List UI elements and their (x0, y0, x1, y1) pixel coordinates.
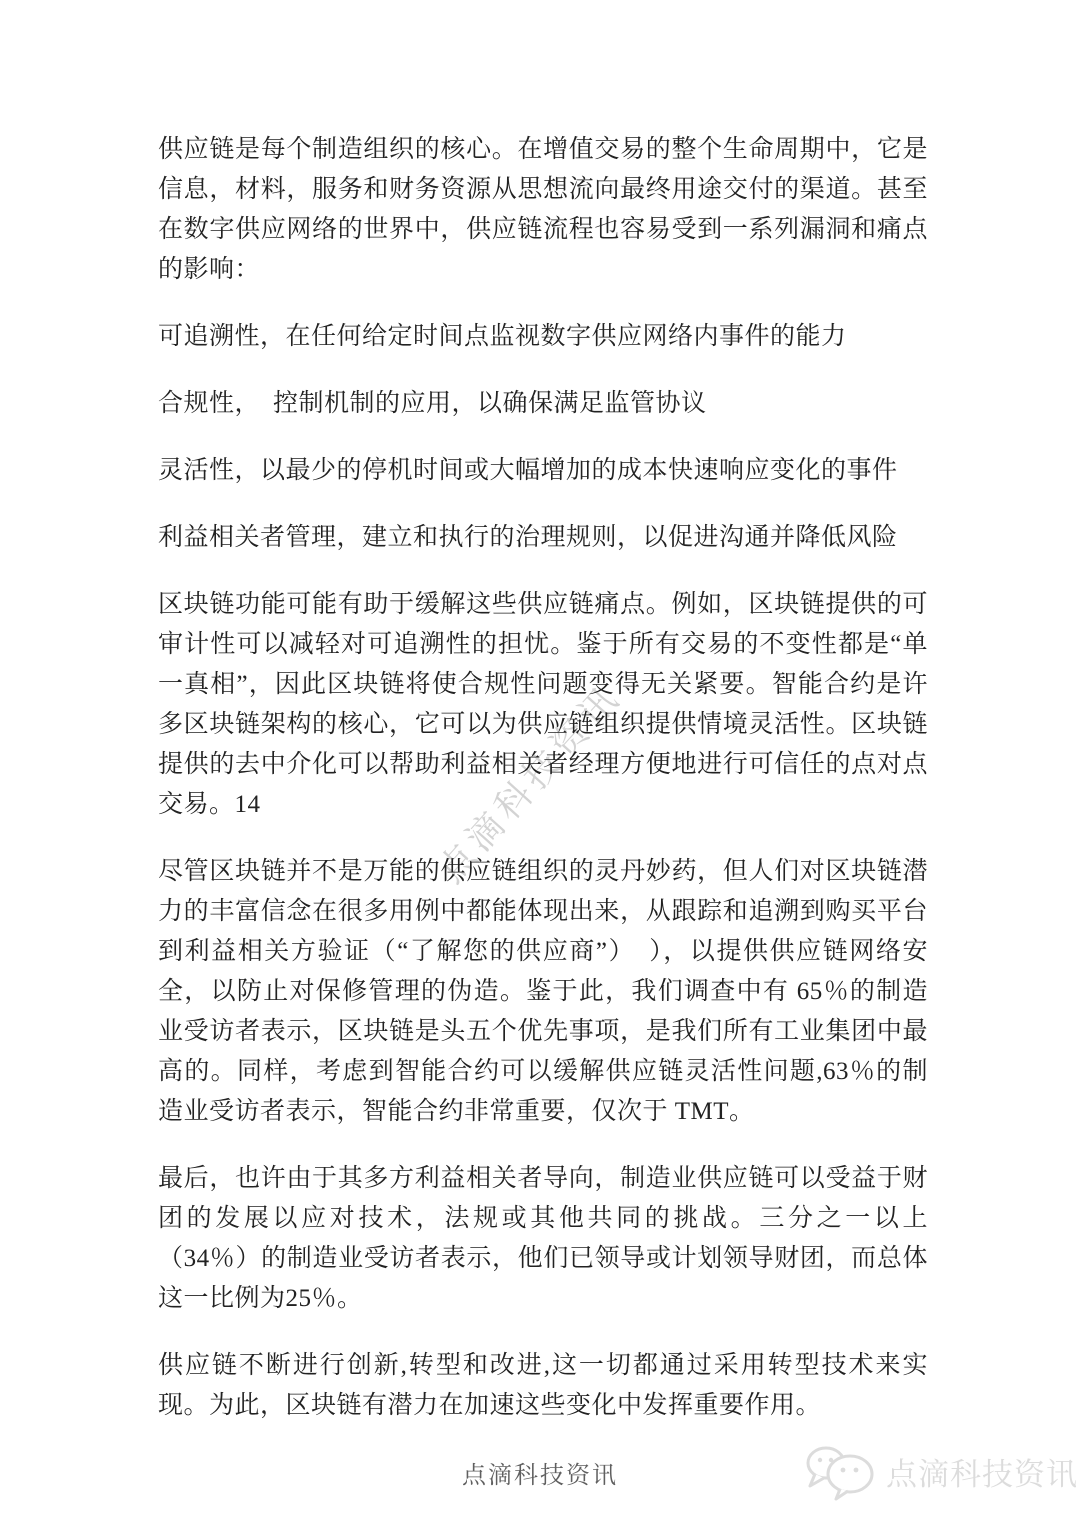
paragraph-blockchain-potential: 尽管区块链并不是万能的供应链组织的灵丹妙药，但人们对区块链潜力的丰富信念在很多用例中都能体现出来，从跟踪和追溯到购买平台到利益相关方验证（“了解您的供应商”） ），以提供供应链网络安全，以防止对保修管理的伪造。鉴于此，我们调查中有 65％的制造业受访者表示，区块链是头五个优先事项，是我们所有工业集团中最高的。同样，考虑到智能合约可以缓解供应链灵活性问题,63％的制造业受访者表示，智能合约非常重要，仅次于 TMT。 (158, 858, 928, 1125)
footer-brand-text: 点滴科技资讯 (886, 1456, 1078, 1492)
paragraph-conclusion: 供应链不断进行创新,转型和改进,这一切都通过采用转型技术来实现。为此，区块链有潜力在加速这些变化中发挥重要作用。 (158, 1352, 928, 1419)
footer-source-label: 点滴科技资讯 (462, 1463, 618, 1489)
bullet-stakeholder-management: 利益相关者管理，建立和执行的治理规则，以促进沟通并降低风险 (158, 524, 898, 551)
bullet-compliance: 合规性， 控制机制的应用，以确保满足监管协议 (158, 390, 707, 417)
bullet-traceability: 可追溯性，在任何给定时间点监视数字供应网络内事件的能力 (158, 323, 847, 350)
bullet-flexibility: 灵活性，以最少的停机时间或大幅增加的成本快速响应变化的事件 (158, 457, 898, 484)
wechat-chat-bubbles-icon (802, 1440, 880, 1502)
paragraph-consortium: 最后，也许由于其多方利益相关者导向，制造业供应链可以受益于财团的发展以应对技术，法规或其他共同的挑战。三分之一以上（34％）的制造业受访者表示，他们已领导或计划领导财团，而总体这一比例为25％。 (158, 1165, 928, 1312)
paragraph-supply-chain-intro: 供应链是每个制造组织的核心。在增值交易的整个生命周期中，它是信息，材料，服务和财务资源从思想流向最终用途交付的渠道。甚至在数字供应网络的世界中，供应链流程也容易受到一系列漏洞和痛点的影响： (158, 136, 928, 283)
footer-brand-watermark (802, 1440, 1078, 1502)
paragraph-blockchain-benefits: 区块链功能可能有助于缓解这些供应链痛点。例如，区块链提供的可审计性可以减轻对可追溯性的担忧。鉴于所有交易的不变性都是“单一真相”，因此区块链将使合规性问题变得无关紧要。智能合约是许多区块链架构的核心，它可以为供应链组织提供情境灵活性。区块链提供的去中介化可以帮助利益相关者经理方便地进行可信任的点对点交易。14 (158, 591, 928, 818)
diagonal-watermark: 点滴科技资讯 (429, 675, 630, 891)
